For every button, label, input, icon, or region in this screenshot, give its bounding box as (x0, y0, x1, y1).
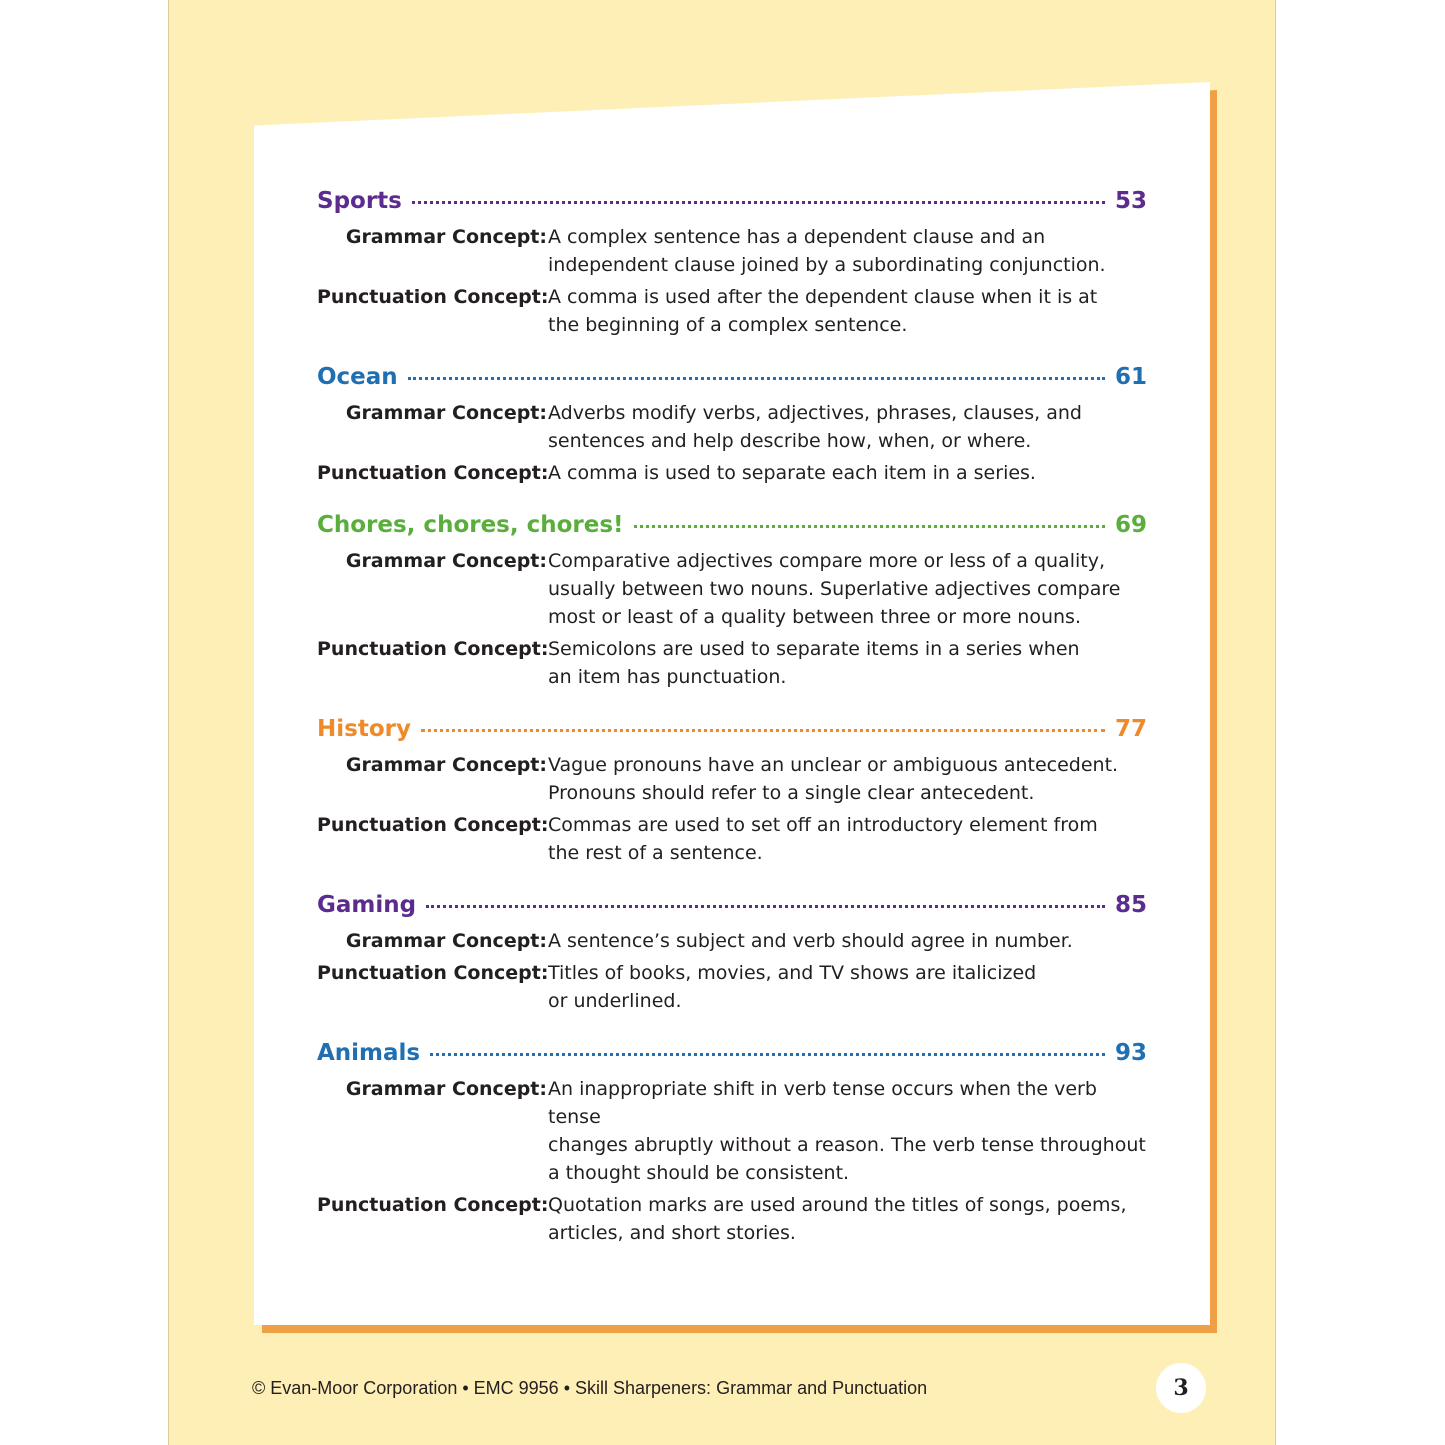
section-page-number: 85 (1114, 892, 1147, 918)
concept-text: Vague pronouns have an unclear or ambiguous antecedent. Pronouns should refer to a single clear antecedent. (548, 754, 1119, 804)
concept-label: Punctuation Concept: (317, 462, 549, 484)
concept-label: Punctuation Concept: (317, 286, 549, 308)
section-page-number: 53 (1114, 188, 1147, 214)
grammar-concept (317, 223, 1147, 279)
section-page-number: 69 (1114, 512, 1147, 538)
toc-section (317, 711, 1147, 867)
punctuation-concept (317, 283, 1147, 339)
concept-label: Punctuation Concept: (317, 638, 549, 660)
grammar-concept (317, 927, 1147, 955)
punctuation-concept (317, 959, 1147, 1015)
concept-label: Punctuation Concept: (317, 814, 549, 836)
toc-section-header[interactable] (317, 507, 1147, 543)
toc-section (317, 183, 1147, 339)
section-title: History (317, 716, 411, 742)
toc-section-header[interactable] (317, 1035, 1147, 1071)
concept-text: An inappropriate shift in verb tense occurs when the verb tense changes abruptly without a reason. The verb tense throughout a thought should be consistent. (548, 1078, 1146, 1184)
concept-label: Grammar Concept: (345, 226, 547, 248)
concept-label: Grammar Concept: (345, 930, 547, 952)
section-title: Sports (317, 188, 402, 214)
section-page-number: 61 (1114, 364, 1147, 390)
concept-label: Punctuation Concept: (317, 962, 549, 984)
concept-label: Grammar Concept: (345, 1078, 547, 1100)
grammar-concept (317, 1075, 1147, 1187)
concept-text: Quotation marks are used around the titles of songs, poems, articles, and short stories. (548, 1194, 1127, 1244)
punctuation-concept (317, 1191, 1147, 1247)
concept-text: A complex sentence has a dependent clause and an independent clause joined by a subordinating conjunction. (548, 226, 1106, 276)
footer-copyright: © Evan-Moor Corporation • EMC 9956 • Skill Sharpeners: Grammar and Punctuation (252, 1378, 928, 1398)
concept-text: Adverbs modify verbs, adjectives, phrases, clauses, and sentences and help describe how, when, or where. (548, 402, 1082, 452)
dot-leader (634, 525, 1105, 528)
grammar-concept (317, 399, 1147, 455)
section-title: Animals (317, 1040, 421, 1066)
dot-leader (430, 1053, 1105, 1056)
concept-label: Grammar Concept: (345, 402, 547, 424)
section-page-number: 93 (1114, 1040, 1147, 1066)
concept-text: Comparative adjectives compare more or less of a quality, usually between two nouns. Superlative adjectives compare most or least of a quality between three or more nouns. (548, 550, 1121, 628)
concept-text: A comma is used to separate each item in a series. (548, 462, 1036, 484)
page-number-badge: 3 (1156, 1363, 1206, 1413)
concept-label: Punctuation Concept: (317, 1194, 549, 1216)
concept-label: Grammar Concept: (345, 550, 547, 572)
punctuation-concept (317, 635, 1147, 691)
dot-leader (426, 905, 1105, 908)
punctuation-concept (317, 459, 1147, 487)
dot-leader (421, 729, 1105, 732)
dot-leader (412, 201, 1105, 204)
toc-section-header[interactable] (317, 711, 1147, 747)
punctuation-concept (317, 811, 1147, 867)
concept-text: A sentence’s subject and verb should agree in number. (548, 930, 1073, 952)
section-page-number: 77 (1114, 716, 1147, 742)
toc-section (317, 359, 1147, 487)
toc-section-header[interactable] (317, 359, 1147, 395)
section-title: Chores, chores, chores! (317, 512, 624, 538)
grammar-concept (317, 547, 1147, 631)
dot-leader (408, 377, 1105, 380)
grammar-concept (317, 751, 1147, 807)
toc-section (317, 887, 1147, 1015)
concept-text: Semicolons are used to separate items in a series when an item has punctuation. (548, 638, 1080, 688)
toc-section (317, 1035, 1147, 1247)
toc-section-header[interactable] (317, 183, 1147, 219)
concept-label: Grammar Concept: (345, 754, 547, 776)
table-of-contents (317, 183, 1147, 1267)
concept-text: Commas are used to set off an introductory element from the rest of a sentence. (548, 814, 1098, 864)
section-title: Gaming (317, 892, 417, 918)
toc-section-header[interactable] (317, 887, 1147, 923)
section-title: Ocean (317, 364, 398, 390)
concept-text: A comma is used after the dependent clause when it is at the beginning of a complex sentence. (548, 286, 1098, 336)
toc-section (317, 507, 1147, 691)
concept-text: Titles of books, movies, and TV shows are italicized or underlined. (548, 962, 1037, 1012)
